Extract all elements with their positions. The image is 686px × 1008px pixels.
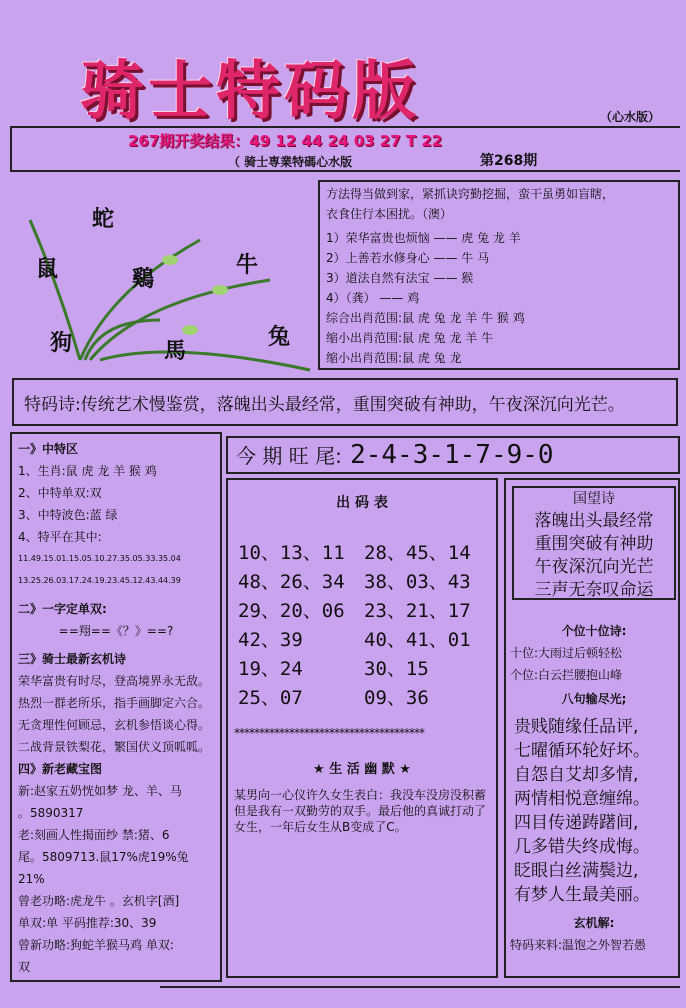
number-list: 11.49.15.01.15.05.10.27.35.05.33.35.04 (18, 554, 181, 563)
list-item: 2、中特单双:双 (18, 486, 102, 500)
code-cell: 09、36 (364, 687, 429, 709)
xuanji-title: 玄机解: (573, 916, 615, 930)
single-double-text: ==翔==《？》==? (58, 624, 174, 638)
zodiac-rooster: 鷄 (132, 267, 155, 292)
list-item: 曾新功略:狗蛇羊猴马鸡 单双: (18, 938, 174, 952)
list-item: 荣华富贵有时尽，登高境界永无敌。 (18, 674, 211, 688)
method-box (318, 180, 680, 370)
tens-line: 十位:大雨过后顿轻松 (510, 646, 623, 660)
digits-poem (510, 620, 678, 686)
list-item: 3、中特波色:蓝 绿 (18, 508, 118, 522)
method-line: 4）（龚） —— 鸡 (326, 291, 420, 305)
code-cell: 10、13、11 (238, 542, 345, 564)
list-item: 无贪理性何顾忌，玄机参悟谈心得。 (18, 718, 211, 732)
tail-box (226, 436, 680, 474)
eight-lines-poem (510, 690, 678, 907)
special-poem: 特码诗:传统艺术慢鉴赏，落魄出头最经常，重围突破有神助，午夜深沉向光芒。 (12, 378, 678, 426)
poem-line: 自怨自艾却多情, (514, 765, 639, 785)
country-poem (512, 486, 676, 600)
ones-line: 个位:白云拦腰抱山峰 (510, 668, 623, 682)
method-line: 3）道法自然有法宝 —— 猴 (326, 271, 474, 285)
xuanji-text: 特码来料:温饱之外智若愚 (510, 938, 647, 952)
list-item: 。5890317 (18, 806, 84, 820)
tail-label: 今 期 旺 尾: (236, 444, 342, 468)
code-cell: 42、39 (238, 629, 303, 651)
joke-title: ★ 生 活 幽 默 ★ (313, 762, 411, 777)
poem-line: 贵贱随缘任品评, (514, 717, 639, 737)
eight-lines-title: 八句输尽光; (561, 692, 627, 706)
zodiac-dog: 狗 (50, 331, 73, 356)
star-divider: ************************************** (234, 726, 424, 740)
list-item: 1、生肖:鼠 虎 龙 羊 猴 鸡 (18, 464, 157, 478)
list-item: 4、特平在其中: (18, 530, 102, 544)
code-cell: 29、20、06 (238, 600, 345, 622)
code-cell: 19、24 (238, 658, 303, 680)
code-cell: 23、21、17 (364, 600, 471, 622)
poem-line: 重围突破有神助 (534, 534, 654, 554)
code-table (226, 478, 498, 978)
bottom-rule (160, 986, 680, 1006)
section-title: 二》一字定单双: (18, 602, 107, 616)
method-intro: 方法得当做到家，紧抓诀窍勤挖掘，蛮干虽勇如盲瞎， (326, 187, 615, 201)
code-cell: 25、07 (238, 687, 303, 709)
draw-result: 267期开奖结果：49 12 44 24 03 27 T 22 (128, 132, 443, 150)
poem-line: 七曜循环轮好坏。 (514, 741, 650, 761)
zodiac-snake: 蛇 (92, 207, 115, 232)
section-title: 四》新老藏宝图 (18, 762, 103, 776)
poem-line: 有梦人生最美丽。 (514, 885, 650, 905)
method-intro-2: 衣食住行本困扰。（澳） (326, 207, 453, 221)
digits-poem-title: 个位十位诗: (561, 624, 627, 638)
tail-value: 2-4-3-1-7-9-0 (350, 440, 554, 470)
code-table-title: 出 码 表 (336, 495, 388, 511)
right-column (504, 478, 680, 978)
zodiac-horse: 馬 (164, 339, 187, 364)
joke-text: 某男向一心仪许久女生表白：我没车没房没积蓄但是我有一双勤劳的双手。最后他的真诚打动了女生，一年后女生从B变成了C。 (234, 788, 487, 834)
code-cell: 38、03、43 (364, 571, 471, 593)
method-line: 综合出肖范围:鼠 虎 兔 龙 羊 牛 猴 鸡 (326, 311, 525, 325)
issue-number: 第268期 (480, 153, 538, 169)
list-item: 热烈一群老所乐，指手画脚定六合。 (18, 696, 211, 710)
poem-line: 四目传递踌躇间, (514, 813, 639, 833)
poem-line: 几多错失终成悔。 (514, 837, 650, 857)
list-item: 二战背景铁梨花，繁国伏义顶呱呱。 (18, 740, 211, 754)
method-line: 缩小出肖范围:鼠 虎 兔 龙 羊 牛 (326, 331, 494, 345)
left-column (10, 432, 222, 982)
list-item: 尾。5809713.鼠17%虎19%兔21% (18, 850, 189, 886)
poem-line: 午夜深沉向光芒 (534, 557, 654, 577)
list-item: 单双:单 平码推荐:30、39 (18, 916, 157, 930)
list-item: 曾老功略:虎龙牛 。玄机字[酒] (18, 894, 180, 908)
zodiac-ox: 牛 (236, 253, 259, 278)
method-line: 缩小出肖范围:鼠 虎 兔 龙 (326, 351, 462, 365)
method-line: 2）上善若水修身心 —— 牛 马 (326, 251, 490, 265)
code-cell: 30、15 (364, 658, 429, 680)
code-cell: 40、41、01 (364, 629, 471, 651)
section-title: 三》骑士最新玄机诗 (18, 652, 127, 666)
country-poem-title: 国望诗 (573, 491, 615, 507)
list-item: 新:赵家五奶恍如梦 龙、羊、马 (18, 784, 182, 798)
code-cell: 48、26、34 (238, 571, 345, 593)
list-item: 老:刻画人性揭面纱 禁:猪、6 (18, 828, 170, 842)
poem-line: 两情相悦意缠绵。 (514, 789, 650, 809)
section-title: 一》中特区 (18, 442, 79, 456)
code-cell: 28、45、14 (364, 542, 471, 564)
zodiac-rabbit: 兔 (268, 325, 291, 350)
subtitle: （ 骑士専業特碼心水版 (228, 155, 353, 169)
list-item: 双 (18, 960, 31, 974)
page-title: 骑士特码版 (80, 54, 420, 129)
xuanji-section (510, 912, 678, 956)
poem-line: 落魄出头最经常 (534, 511, 654, 531)
method-line: 1）荣华富贵也烦恼 —— 虎 兔 龙 羊 (326, 231, 521, 245)
zodiac-rat: 鼠 (36, 257, 59, 282)
edition-label: （心水版） (600, 110, 661, 124)
poem-line: 眨眼白丝满鬓边, (514, 861, 639, 881)
number-list: 13.25.26.03.17.24.19.23.45.12.43.44.39 (18, 576, 181, 585)
poem-line: 三声无奈叹命运 (534, 580, 654, 600)
